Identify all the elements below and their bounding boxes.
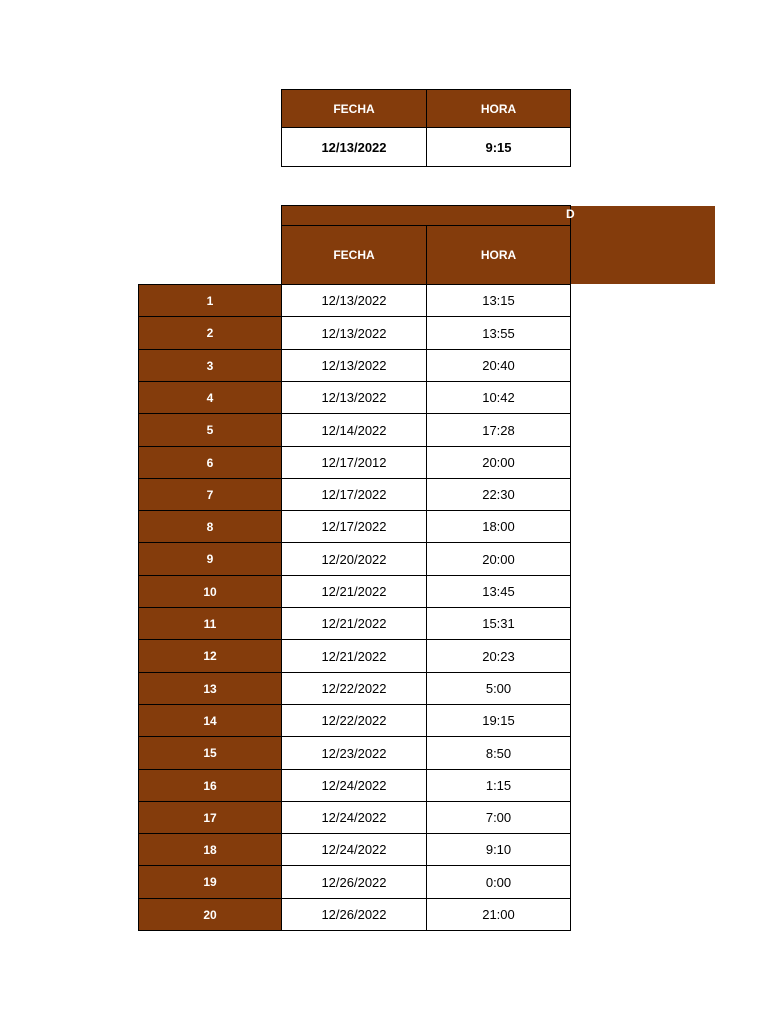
row-fecha: 12/13/2022 (281, 381, 427, 414)
row-number: 16 (138, 769, 282, 802)
row-fecha: 12/13/2022 (281, 316, 427, 350)
row-fecha: 12/26/2022 (281, 898, 427, 931)
row-fecha: 12/21/2022 (281, 607, 427, 640)
row-hora: 0:00 (426, 865, 571, 899)
row-number: 10 (138, 575, 282, 608)
row-fecha: 12/21/2022 (281, 575, 427, 608)
main-header-hora: HORA (426, 225, 571, 285)
row-fecha: 12/22/2022 (281, 704, 427, 737)
row-hora: 22:30 (426, 478, 571, 511)
row-number: 18 (138, 833, 282, 866)
row-number: 20 (138, 898, 282, 931)
row-number: 15 (138, 736, 282, 770)
overflow-header-band (571, 206, 715, 284)
row-hora: 10:42 (426, 381, 571, 414)
row-hora: 13:15 (426, 284, 571, 317)
row-fecha: 12/17/2012 (281, 446, 427, 479)
row-fecha: 12/13/2022 (281, 349, 427, 382)
row-number: 3 (138, 349, 282, 382)
row-fecha: 12/26/2022 (281, 865, 427, 899)
row-hora: 1:15 (426, 769, 571, 802)
row-fecha: 12/24/2022 (281, 833, 427, 866)
row-hora: 15:31 (426, 607, 571, 640)
row-fecha: 12/14/2022 (281, 413, 427, 447)
row-number: 1 (138, 284, 282, 317)
row-hora: 20:00 (426, 542, 571, 576)
row-fecha: 12/17/2022 (281, 478, 427, 511)
row-number: 14 (138, 704, 282, 737)
row-number: 17 (138, 801, 282, 834)
row-hora: 13:45 (426, 575, 571, 608)
top-header-fecha: FECHA (281, 89, 427, 128)
row-hora: 20:40 (426, 349, 571, 382)
row-hora: 8:50 (426, 736, 571, 770)
row-fecha: 12/24/2022 (281, 801, 427, 834)
top-header-hora: HORA (426, 89, 571, 128)
row-fecha: 12/20/2022 (281, 542, 427, 576)
row-fecha: 12/13/2022 (281, 284, 427, 317)
row-number: 5 (138, 413, 282, 447)
row-fecha: 12/22/2022 (281, 672, 427, 705)
row-number: 11 (138, 607, 282, 640)
row-number: 12 (138, 639, 282, 673)
row-number: 6 (138, 446, 282, 479)
row-fecha: 12/21/2022 (281, 639, 427, 673)
row-hora: 13:55 (426, 316, 571, 350)
row-fecha: 12/24/2022 (281, 769, 427, 802)
row-hora: 18:00 (426, 510, 571, 543)
main-header-fecha: FECHA (281, 225, 427, 285)
main-title-truncated: D (566, 207, 575, 221)
row-hora: 21:00 (426, 898, 571, 931)
main-title-bar (281, 205, 571, 226)
row-hora: 5:00 (426, 672, 571, 705)
top-cell-hora: 9:15 (426, 127, 571, 167)
row-hora: 19:15 (426, 704, 571, 737)
row-hora: 17:28 (426, 413, 571, 447)
row-hora: 20:00 (426, 446, 571, 479)
row-number: 19 (138, 865, 282, 899)
row-hora: 9:10 (426, 833, 571, 866)
row-number: 7 (138, 478, 282, 511)
top-cell-fecha: 12/13/2022 (281, 127, 427, 167)
row-hora: 7:00 (426, 801, 571, 834)
row-fecha: 12/23/2022 (281, 736, 427, 770)
row-fecha: 12/17/2022 (281, 510, 427, 543)
row-number: 8 (138, 510, 282, 543)
row-number: 13 (138, 672, 282, 705)
row-hora: 20:23 (426, 639, 571, 673)
row-number: 2 (138, 316, 282, 350)
row-number: 4 (138, 381, 282, 414)
row-number: 9 (138, 542, 282, 576)
